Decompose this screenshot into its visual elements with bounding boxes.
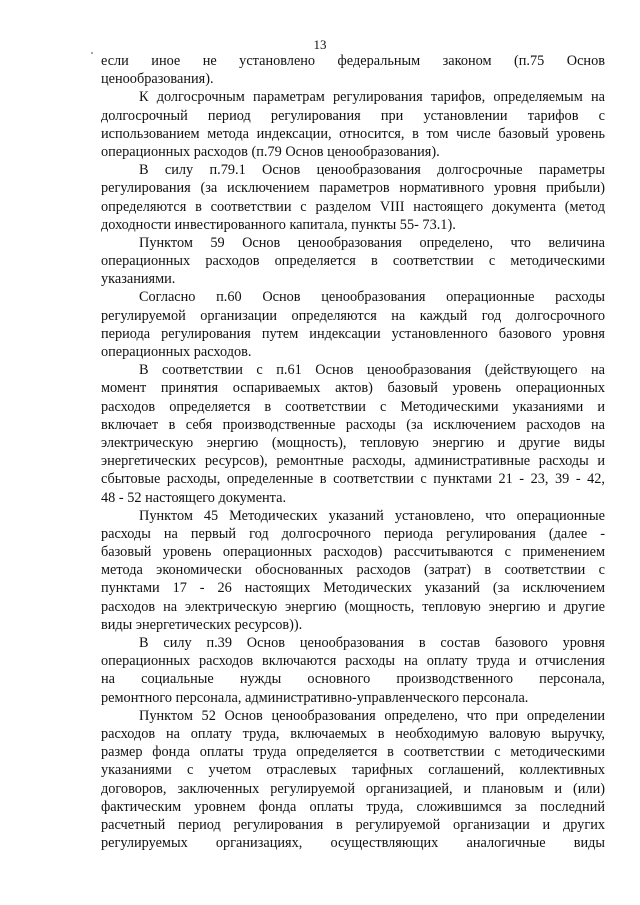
- text-line: электрическую энергию (мощность), тепловую энергию и другие виды: [101, 434, 605, 451]
- text-line: определяются в соответствии с разделом VIII настоящего документа (метод: [101, 198, 605, 215]
- text-line: регулирования (за исключением параметров нормативного уровня прибыли): [101, 180, 605, 197]
- text-line: ремонтного персонала, административно-управленческого персонала.: [101, 689, 529, 706]
- text-line: расходов на оплату труда, включаемых в необходимую валовую выручку,: [101, 725, 605, 742]
- text-line: периода регулирования путем индексации установленного базового уровня: [101, 325, 605, 342]
- text-line: указаниями с учетом отраслевых тарифных соглашений, коллективных: [101, 762, 605, 779]
- scan-speck: [91, 52, 93, 54]
- text-line: включает в себя производственные расходы (за исключением расходов на: [101, 416, 605, 433]
- text-line: ценообразования).: [101, 71, 214, 88]
- text-line: расчетный период регулирования в регулируемой организации и других: [101, 816, 605, 833]
- text-line: энергетических ресурсов), ремонтные расходы, административные расходы и: [101, 453, 605, 470]
- text-line: операционных расходов (п.79 Основ ценообразования).: [101, 143, 440, 160]
- text-line: договоров, заключенных регулируемой организацией, и плановым и (или): [101, 780, 605, 797]
- text-line: сбытовые расходы, определенные в соответствии с пунктами 21 - 23, 39 - 42,: [101, 471, 605, 488]
- text-line: В силу п.79.1 Основ ценообразования долгосрочные параметры: [139, 162, 605, 179]
- text-line: долгосрочный период регулирования при установлении тарифов с: [101, 107, 605, 124]
- text-line: 48 - 52 настоящего документа.: [101, 489, 287, 506]
- text-line: Пунктом 59 Основ ценообразования определено, что величина: [139, 234, 605, 251]
- text-line: использованием метода индексации, относится, в том числе базовый уровень: [101, 125, 605, 142]
- text-line: Согласно п.60 Основ ценообразования операционные расходы: [139, 289, 605, 306]
- text-line: указаниями.: [101, 271, 176, 288]
- text-line: виды энергетических ресурсов)).: [101, 616, 303, 633]
- text-line: операционных расходов включаются расходы на оплату труда и отчисления: [101, 653, 605, 670]
- page-number: 13: [313, 37, 327, 52]
- text-line: базовый уровень операционных расходов) рассчитываются с применением: [101, 544, 605, 561]
- text-line: если иное не установлено федеральным законом (п.75 Основ: [101, 53, 605, 69]
- text-line: момент принятия оспариваемых актов) базовый уровень операционных: [101, 380, 605, 397]
- text-line: размер фонда оплаты труда определяется в соответствии с методическими: [101, 744, 605, 761]
- text-line: операционных расходов определяется в соответствии с методическими: [101, 253, 605, 270]
- text-line: регулируемой организации определяются на каждый год долгосрочного: [101, 307, 605, 324]
- text-line: регулируемых организациях, осуществляющих аналогичные виды: [101, 835, 605, 852]
- text-line: расходов определяется в соответствии с Методическими указаниями и: [101, 398, 605, 415]
- text-line: фактическим уровнем фонда оплаты труда, сложившимся за последний: [101, 798, 605, 815]
- text-line: В соответствии с п.61 Основ ценообразования (действующего на: [139, 362, 605, 379]
- text-line: К долгосрочным параметрам регулирования тарифов, определяемым на: [139, 89, 605, 106]
- text-line: Пунктом 45 Методических указаний установлено, что операционные: [139, 507, 605, 524]
- text-line: доходности инвестированного капитала, пункты 55- 73.1).: [101, 216, 456, 233]
- text-line: Пунктом 52 Основ ценообразования определено, что при определении: [139, 707, 605, 724]
- text-line: расходов на электрическую энергию (мощность, тепловую энергию и другие: [101, 598, 605, 615]
- text-line: операционных расходов.: [101, 344, 252, 360]
- text-line: метода экономически обоснованных расходов (затрат) в соответствии с: [101, 562, 605, 579]
- text-line: на социальные нужды основного производственного персонала,: [101, 671, 605, 688]
- text-line: пунктами 17 - 26 настоящих Методических указаний (за исключением: [101, 580, 605, 597]
- body-text: [101, 52, 605, 852]
- text-line: расходы на первый год долгосрочного периода регулирования (далее -: [101, 525, 605, 542]
- text-line: В силу п.39 Основ ценообразования в состав базового уровня: [139, 635, 605, 651]
